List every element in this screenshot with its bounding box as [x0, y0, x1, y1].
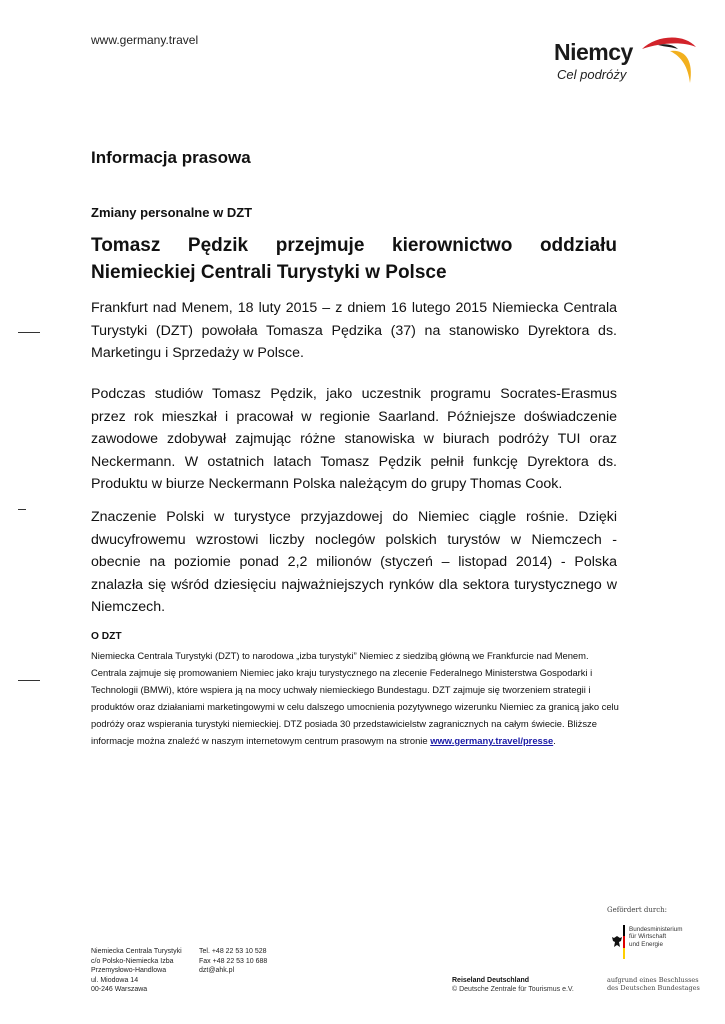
- ministry-logo: [611, 925, 711, 961]
- reiseland-copyright: © Deutsche Zentrale für Tourismus e.V.: [452, 985, 574, 993]
- niemcy-logo: [548, 33, 700, 91]
- about-text: Niemiecka Centrala Turystyki (DZT) to narodowa „izba turystyki” Niemiec z siedzibą główną we Frankfurcie nad Menem. Centrala zajmuje się promowaniem Niemiec jako kraju turystycznego na zlecenie Federalnego Ministerstwa Gospodarki i Technologii (BMWi), które wspiera ją na mocy uchwały niemieckiego Bundestagu. DZT zajmuje się tworzeniem strategii i produktów oraz działaniami marketingowymi w celu dalszego umocnienia pozytywnego wizerunku Niemiec za granicą jako celu podróży oraz wspierania turystyki niemieckiej. DTZ posiada 30 przedstawicielstw zagranicznych na całym świecie. Bliższe informacje można znaleźć w naszym internetowym centrum prasowym na stronie: [91, 650, 619, 746]
- fax: Fax +48 22 53 10 688: [199, 957, 268, 965]
- fold-mark: [18, 680, 40, 681]
- reiseland-block: [452, 977, 574, 994]
- ministry-name: Bundesministerium für Wirtschaft und Energie: [629, 926, 683, 948]
- address-line: c/o Polsko-Niemiecka Izba: [91, 957, 174, 965]
- footer-contact: [199, 947, 267, 976]
- press-link[interactable]: www.germany.travel/presse: [430, 735, 554, 746]
- address-line: 00-246 Warszawa: [91, 986, 148, 994]
- website-link[interactable]: www.germany.travel: [91, 33, 199, 47]
- paragraph: Frankfurt nad Menem, 18 luty 2015 – z dniem 16 lutego 2015 Niemiecka Centrala Turystyki (DZT) powołała Tomasza Pędzika (37) na stanowisko Dyrektora ds. Marketingu i Sprzedaży w Polsce.: [91, 300, 617, 361]
- footer-address: [91, 947, 182, 995]
- address-line: Niemiecka Centrala Turystyki: [91, 948, 182, 955]
- about-heading: O DZT: [91, 631, 122, 642]
- swoosh-icon: [636, 33, 700, 91]
- fold-mark: [18, 332, 40, 333]
- punch-mark: [18, 509, 26, 510]
- about-end: .: [553, 735, 556, 746]
- paragraph: Znaczenie Polski w turystyce przyjazdowej do Niemiec ciągle rośnie. Dzięki dwucyfrowemu wzrostowi liczby noclegów polskich turystów w Niemczech - obecnie na poziomie ponad 2,2 milionów (styczeń – listopad 2014) - Polska znalazła się wśród dziesięciu najważniejszych rynków dla sektora turystycznego w Niemczech.: [91, 509, 617, 615]
- address-line: ul. Miodowa 14: [91, 976, 139, 984]
- email[interactable]: dzt@ahk.pl: [199, 967, 235, 975]
- phone: Tel. +48 22 53 10 528: [199, 948, 267, 955]
- logo-tagline: Cel podróży: [557, 67, 627, 82]
- funded-by-label: Gefördert durch:: [607, 906, 668, 914]
- eagle-icon: [611, 935, 623, 949]
- paragraph: Podczas studiów Tomasz Pędzik, jako uczestnik programu Socrates-Erasmus przez rok mieszkał i pracował w regionie Saarland. Późniejsze doświadczenie zawodowe zdobywał zajmując różne stanowiska w biurach podróży TUI oraz Neckermann. W ostatnich latach Tomasz Pędzik pełnił funkcję Dyrektora ds. Produktu w biurze Neckermann Polska należącym do grupy Thomas Cook.: [91, 386, 617, 492]
- reiseland-title: Reiseland Deutschland: [452, 977, 530, 984]
- page-title: Tomasz Pędzik przejmuje kierownictwo oddziału Niemieckiej Centrali Turystyki w Polsce: [91, 235, 617, 283]
- bundestag-note: aufgrund eines Beschlusses des Deutschen Bundestages: [607, 976, 700, 992]
- address-line: Przemysłowo-Handlowa: [91, 967, 167, 975]
- logo-title: Niemcy: [554, 39, 633, 65]
- flag-bar: [623, 925, 625, 959]
- subheading: Zmiany personalne w DZT: [91, 205, 253, 220]
- about-section: [91, 628, 621, 749]
- document-label: Informacja prasowa: [91, 148, 251, 167]
